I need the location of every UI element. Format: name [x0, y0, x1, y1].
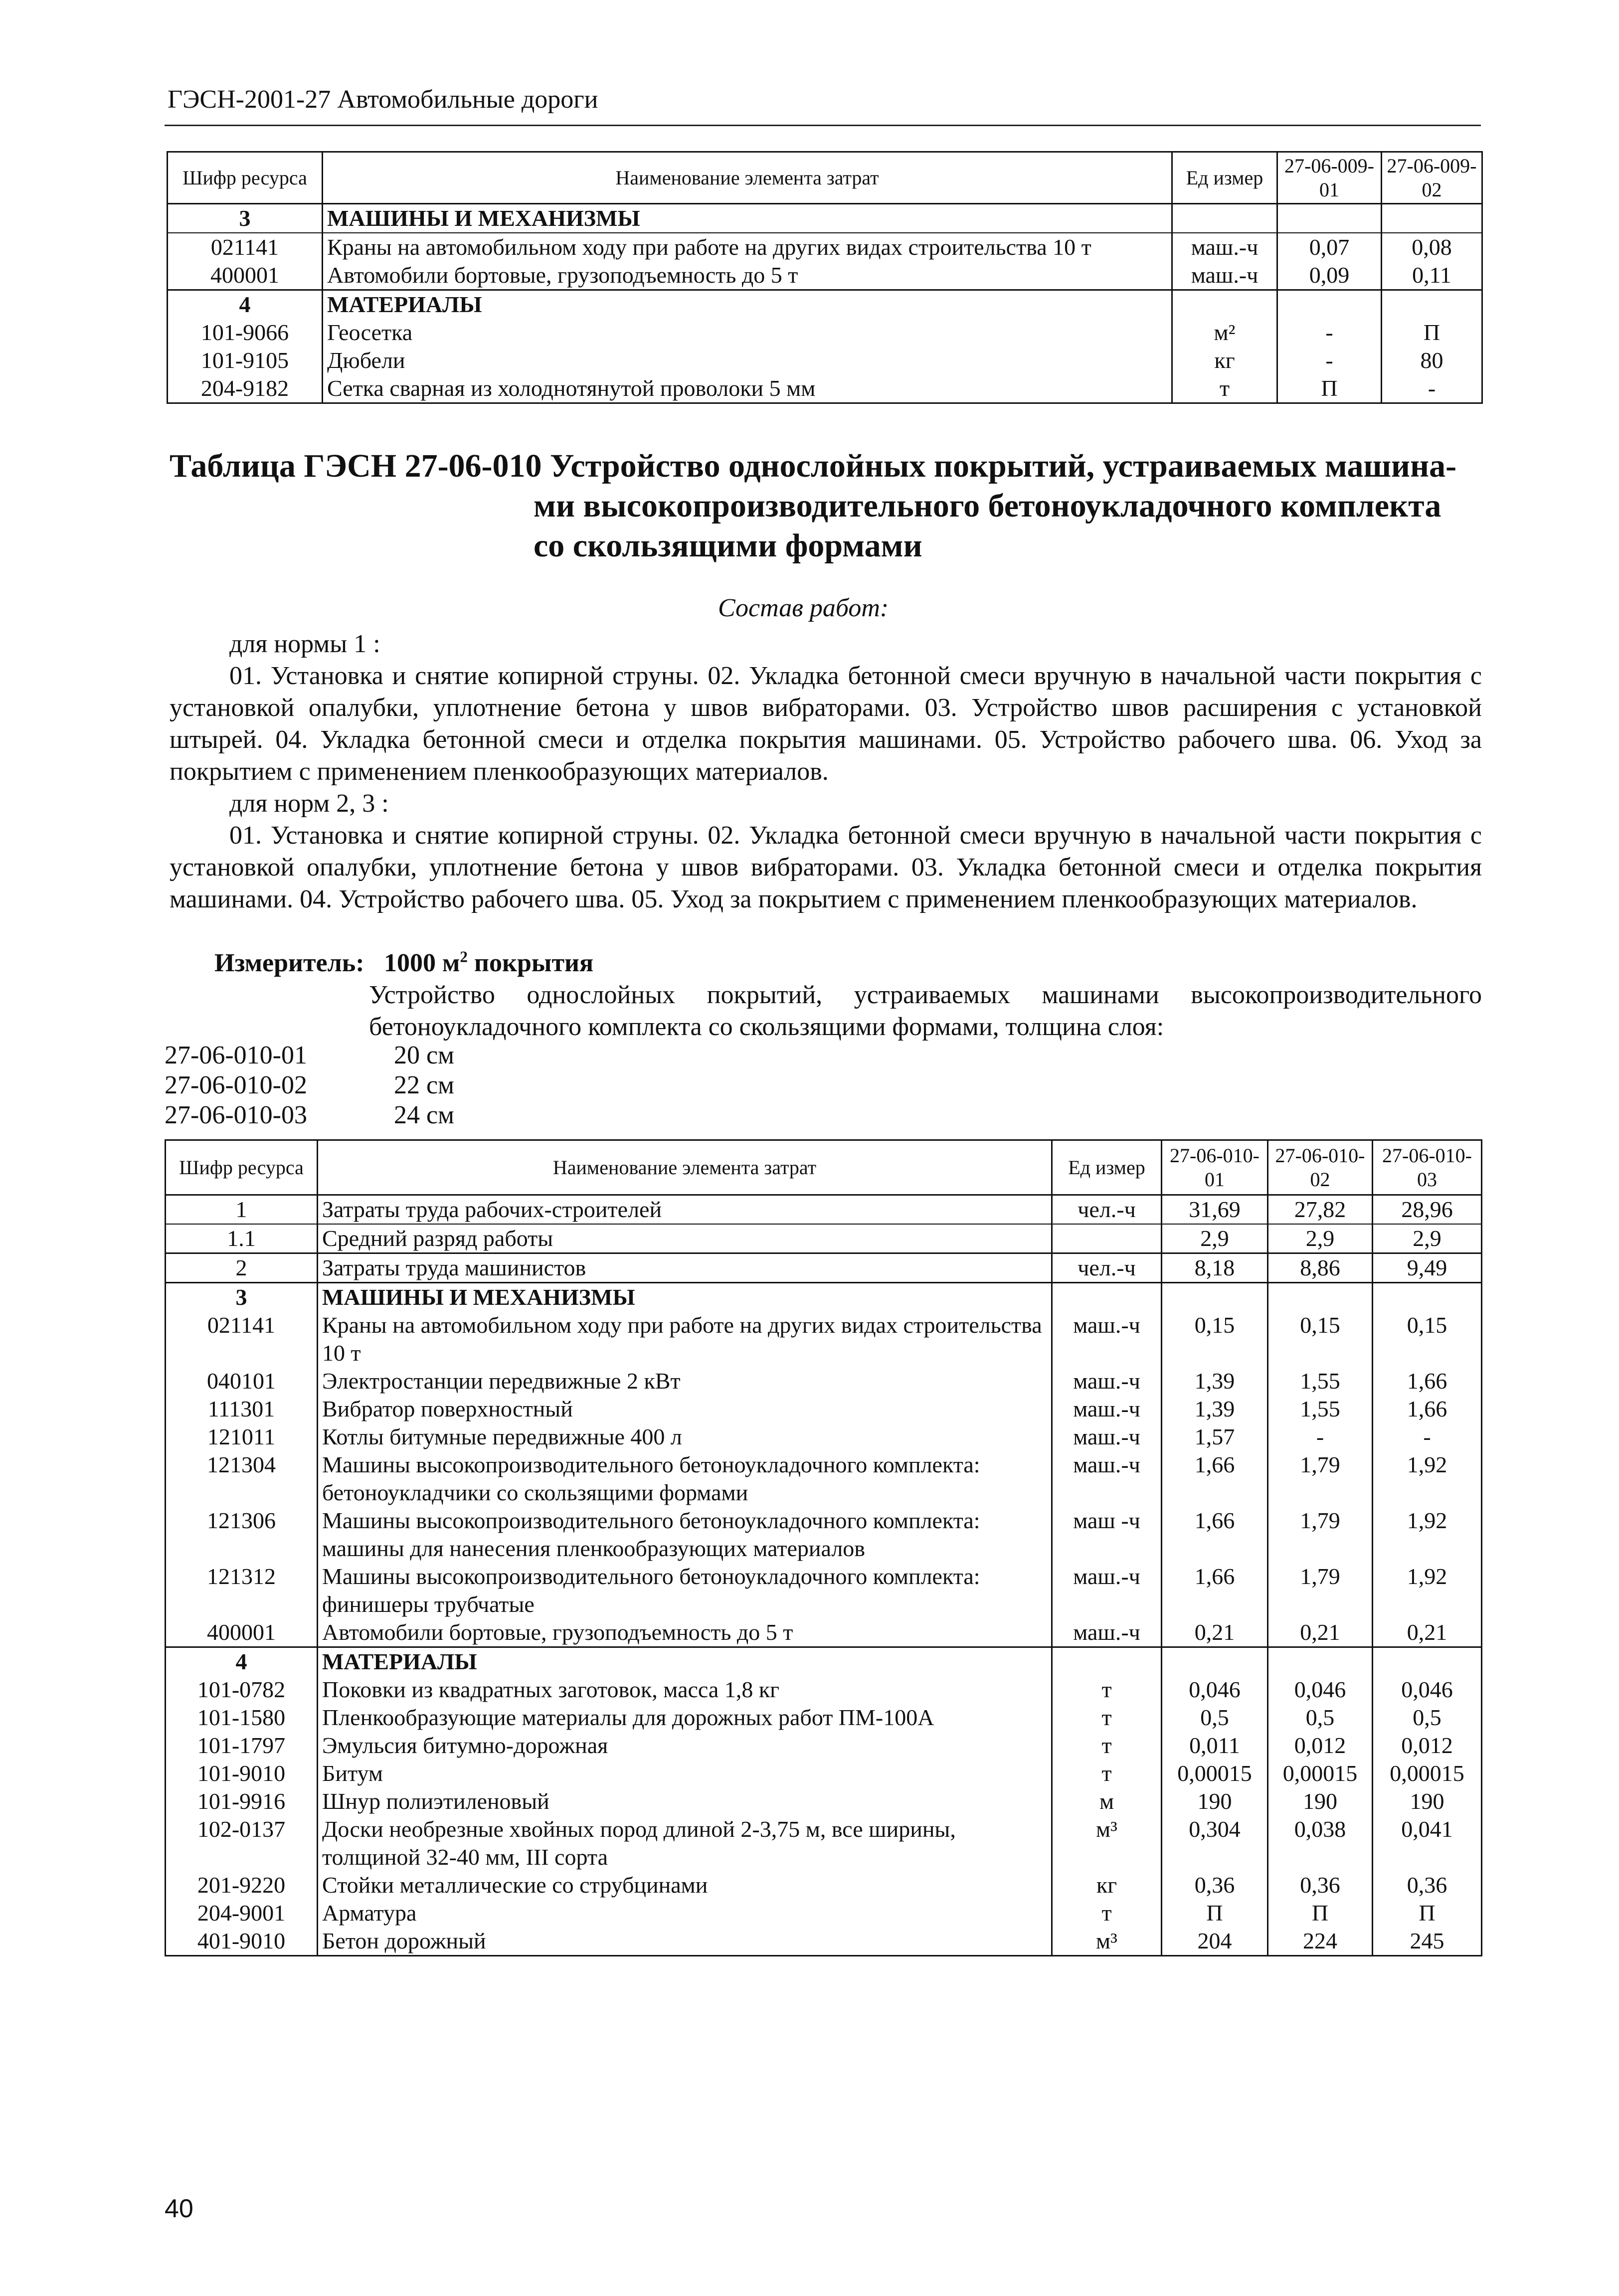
resource-code: 101-9916: [166, 1787, 318, 1815]
norm-value-2: -: [1428, 375, 1436, 401]
norm-value-1: 1,57: [1162, 1423, 1268, 1451]
norm-value-3: 0,00015: [1390, 1761, 1464, 1786]
unit: м²: [1172, 319, 1277, 347]
norm-value-2: [1382, 204, 1482, 233]
resource-name: Вибратор поверхностный: [318, 1395, 1052, 1423]
norm-value-1: [1277, 204, 1382, 233]
unit: маш.-ч: [1052, 1367, 1162, 1395]
variant-value-1: 20 см: [394, 1041, 454, 1069]
norm-value-1: 1,39: [1162, 1395, 1268, 1423]
table-row: [166, 1224, 1482, 1253]
resource-code: 204-9182: [168, 374, 323, 403]
norm-value-2: 0,038: [1268, 1815, 1373, 1871]
resource-name: Электростанции передвижные 2 кВт: [318, 1367, 1052, 1395]
table-title-line1: Таблица ГЭСН 27-06-010 Устройство однослойных покрытий, устраиваемых машина-: [170, 448, 1457, 484]
norm-value-2: 224: [1268, 1927, 1373, 1956]
norm-value-1: 0,36: [1162, 1871, 1268, 1899]
norm-value-2: 1,55: [1268, 1367, 1373, 1395]
resource-code: 102-0137: [166, 1815, 318, 1871]
table-row: [166, 1760, 1482, 1787]
norm-value-2: 190: [1268, 1787, 1373, 1815]
table-row: [168, 204, 1482, 233]
norm-value-3: 1,66: [1407, 1396, 1447, 1421]
table-row: [166, 1815, 1482, 1871]
norm-value-1: 1,66: [1162, 1507, 1268, 1563]
table1-header-unit: Ед измер: [1172, 152, 1277, 204]
resource-name: Геосетка: [323, 319, 1172, 347]
table-row: [166, 1451, 1482, 1507]
resource-name: МАТЕРИАЛЫ: [323, 290, 1172, 319]
unit: маш.-ч: [1052, 1563, 1162, 1618]
header-rule: [165, 125, 1481, 126]
unit: т: [1052, 1760, 1162, 1787]
resource-code: 040101: [166, 1367, 318, 1395]
variant-code-1: 27-06-010-01: [165, 1041, 307, 1069]
norm-value-1: 0,21: [1162, 1618, 1268, 1647]
resource-table-009: [167, 151, 1483, 404]
resource-code: 400001: [168, 261, 323, 290]
resource-code: 101-0782: [166, 1676, 318, 1704]
work-composition-heading: Состав работ:: [718, 594, 889, 622]
table-row: [166, 1311, 1482, 1367]
table-title-line2: ми высокопроизводительного бетоноукладочного комплекта: [534, 488, 1441, 524]
norm-value-3: 0,012: [1401, 1733, 1453, 1758]
table-title: [170, 446, 1466, 566]
norm-value-2: 80: [1420, 348, 1443, 373]
norm-value-2: [1268, 1283, 1373, 1312]
unit: маш.-ч: [1172, 233, 1277, 261]
norm-value-2: 27,82: [1268, 1195, 1373, 1225]
unit: маш.-ч: [1172, 261, 1277, 290]
norm-value-1: 190: [1162, 1787, 1268, 1815]
unit: м³: [1052, 1815, 1162, 1871]
resource-name: Бетон дорожный: [318, 1927, 1052, 1956]
resource-name: Битум: [318, 1760, 1052, 1787]
table-row: [168, 374, 1482, 403]
norm-value-2: 0,11: [1412, 262, 1451, 288]
norm-value-2: 1,55: [1268, 1395, 1373, 1423]
table-row: [166, 1871, 1482, 1899]
resource-code: 101-9010: [166, 1760, 318, 1787]
resource-code: 1: [166, 1195, 318, 1225]
norm-value-1: П: [1162, 1899, 1268, 1927]
resource-code: 3: [168, 204, 323, 233]
resource-code: 101-9105: [168, 347, 323, 374]
table-row: [166, 1676, 1482, 1704]
table2-header-norm1: 27-06-010-01: [1162, 1140, 1268, 1195]
resource-name: Машины высокопроизводительного бетоноукладочного комплекта: финишеры трубчатые: [318, 1563, 1052, 1618]
norm-value-1: 0,09: [1277, 261, 1382, 290]
table-row: [166, 1563, 1482, 1618]
norm-value-1: 0,304: [1162, 1815, 1268, 1871]
unit: маш.-ч: [1052, 1451, 1162, 1507]
table-row: [166, 1395, 1482, 1423]
table-row: [166, 1195, 1482, 1225]
norm-value-3: 0,21: [1373, 1618, 1482, 1647]
resource-code: 400001: [166, 1618, 318, 1647]
unit: т: [1052, 1676, 1162, 1704]
table-row: [166, 1423, 1482, 1451]
table2-header-norm3: 27-06-010-03: [1373, 1140, 1482, 1195]
resource-name: Затраты труда рабочих-строителей: [318, 1195, 1052, 1225]
norm-value-2: -: [1268, 1423, 1373, 1451]
norm-value-3: 1,92: [1407, 1508, 1447, 1533]
norm-value-3: 0,041: [1401, 1816, 1453, 1842]
norm-value-3: 245: [1410, 1928, 1444, 1953]
norm-value-1: [1162, 1283, 1268, 1312]
norm-value-3: 0,15: [1407, 1312, 1447, 1338]
variant-code-3: 27-06-010-03: [165, 1101, 307, 1129]
norm1-text: 01. Установка и снятие копирной струны. 02. Укладка бетонной смеси вручную в начальной части покрытия с установкой опалубки, уплотнение бетона у швов вибраторами. 03. Устройство швов расширения с установкой штырей. 04. Укладка бетонной смеси и отделка покрытия машинами. 05. Устройство рабочего шва. 06. Уход за покрытием с применением пленкообразующих материалов.: [170, 662, 1482, 786]
unit: кг: [1172, 347, 1277, 374]
unit: маш.-ч: [1052, 1395, 1162, 1423]
norm-value-1: [1162, 1647, 1268, 1676]
norm-value-1: 204: [1162, 1927, 1268, 1956]
norm-value-3: 0,046: [1401, 1677, 1453, 1702]
norm-value-3: 0,36: [1407, 1872, 1447, 1898]
resource-code: 201-9220: [166, 1871, 318, 1899]
norm-value-2: 1,79: [1268, 1563, 1373, 1618]
norm-value-2: 0,00015: [1268, 1760, 1373, 1787]
resource-code: 4: [166, 1647, 318, 1676]
resource-name: Стойки металлические со струбцинами: [318, 1871, 1052, 1899]
table2-header-code: Шифр ресурса: [166, 1140, 318, 1195]
table2-header-norm2: 27-06-010-02: [1268, 1140, 1373, 1195]
resource-name: МАТЕРИАЛЫ: [318, 1647, 1052, 1676]
resource-name: Машины высокопроизводительного бетоноукладочного комплекта: бетоноукладчики со скользящими формами: [318, 1451, 1052, 1507]
table1-header-norm2: 27-06-009-02: [1382, 152, 1482, 204]
unit: кг: [1052, 1871, 1162, 1899]
norm-value-2: 0,08: [1412, 234, 1452, 260]
table-row: [168, 319, 1482, 347]
resource-code: 021141: [166, 1311, 318, 1367]
table-row: [166, 1732, 1482, 1760]
unit: м³: [1052, 1927, 1162, 1956]
table-row: [166, 1618, 1482, 1647]
table-row: [166, 1704, 1482, 1732]
table1-header-norm1: 27-06-009-01: [1277, 152, 1382, 204]
table-row: [166, 1367, 1482, 1395]
norm1-label: для нормы 1 :: [229, 630, 380, 658]
norm-value-2: 0,012: [1268, 1732, 1373, 1760]
unit: маш.-ч: [1052, 1618, 1162, 1647]
unit: [1052, 1283, 1162, 1312]
resource-code: 3: [166, 1283, 318, 1312]
norm-value-1: 0,5: [1162, 1704, 1268, 1732]
table-row: [166, 1787, 1482, 1815]
page-number: 40: [165, 2194, 193, 2223]
norm-value-1: 2,9: [1162, 1224, 1268, 1253]
unit: маш.-ч: [1052, 1311, 1162, 1367]
resource-name: МАШИНЫ И МЕХАНИЗМЫ: [323, 204, 1172, 233]
unit: [1172, 290, 1277, 319]
resource-code: 204-9001: [166, 1899, 318, 1927]
table2-header-unit: Ед измер: [1052, 1140, 1162, 1195]
norm-value-1: 1,39: [1162, 1367, 1268, 1395]
resource-code: 2: [166, 1253, 318, 1283]
table-row: [166, 1647, 1482, 1676]
unit: маш.-ч: [1052, 1423, 1162, 1451]
norm-value-2: 0,046: [1268, 1676, 1373, 1704]
norm-value-1: 0,046: [1162, 1676, 1268, 1704]
norm-value-2: 0,21: [1268, 1618, 1373, 1647]
table2-header-name: Наименование элемента затрат: [318, 1140, 1052, 1195]
norm-value-2: П: [1423, 320, 1440, 345]
norm-value-3: 1,92: [1407, 1452, 1447, 1477]
resource-code: 121312: [166, 1563, 318, 1618]
resource-name: Затраты труда машинистов: [318, 1253, 1052, 1283]
table-row: [166, 1253, 1482, 1283]
table-row: [166, 1899, 1482, 1927]
table1-header-name: Наименование элемента затрат: [323, 152, 1172, 204]
norm-value-1: 1,66: [1162, 1451, 1268, 1507]
norm23-label: для норм 2, 3 :: [229, 789, 389, 818]
table-row: [166, 1507, 1482, 1563]
resource-name: Эмульсия битумно-дорожная: [318, 1732, 1052, 1760]
variant-value-3: 24 см: [394, 1101, 454, 1129]
resource-code: 101-1797: [166, 1732, 318, 1760]
resource-name: Краны на автомобильном ходу при работе на других видах строительства 10 т: [318, 1311, 1052, 1367]
measure-value: 1000 $м^2$ покрытия: [384, 948, 594, 977]
resource-name: Котлы битумные передвижные 400 л: [318, 1423, 1052, 1451]
norm-value-3: [1373, 1283, 1482, 1312]
resource-code: 101-9066: [168, 319, 323, 347]
resource-code: 1.1: [166, 1224, 318, 1253]
resource-name: Дюбели: [323, 347, 1172, 374]
resource-name: Краны на автомобильном ходу при работе на других видах строительства 10 т: [323, 233, 1172, 261]
table-row: [168, 261, 1482, 290]
norm-value-1: 0,011: [1162, 1732, 1268, 1760]
table-title-line3: со скользящими формами: [534, 528, 922, 564]
description-text: Устройство однослойных покрытий, устраиваемых машинами высокопроизводительного бетоноукладочного комплекта со скользящими формами, толщина слоя:: [369, 981, 1482, 1041]
norm-value-1: [1277, 290, 1382, 319]
unit: маш -ч: [1052, 1507, 1162, 1563]
resource-name: Доски необрезные хвойных пород длиной 2-3,75 м, все ширины, толщиной 32-40 мм, III сорта: [318, 1815, 1052, 1871]
norm-value-1: 0,07: [1277, 233, 1382, 261]
table-row: [166, 1283, 1482, 1312]
norm-value-2: 8,86: [1268, 1253, 1373, 1283]
norm-value-1: П: [1277, 374, 1382, 403]
norm-value-1: 8,18: [1162, 1253, 1268, 1283]
norm-value-3: 28,96: [1373, 1195, 1482, 1225]
measure-label: Измеритель:: [214, 949, 364, 977]
norm-value-2: 0,15: [1268, 1311, 1373, 1367]
norm-value-2: 2,9: [1268, 1224, 1373, 1253]
resource-name: Средний разряд работы: [318, 1224, 1052, 1253]
norm-value-3: 0,5: [1413, 1705, 1441, 1730]
resource-name: Автомобили бортовые, грузоподъемность до 5 т: [318, 1618, 1052, 1647]
resource-name: Арматура: [318, 1899, 1052, 1927]
unit: чел.-ч: [1052, 1195, 1162, 1225]
norm-value-1: 31,69: [1162, 1195, 1268, 1225]
unit: т: [1052, 1704, 1162, 1732]
resource-code: 401-9010: [166, 1927, 318, 1956]
resource-code: 101-1580: [166, 1704, 318, 1732]
resource-code: 121304: [166, 1451, 318, 1507]
resource-code: 121306: [166, 1507, 318, 1563]
norm-value-1: -: [1277, 347, 1382, 374]
norm-value-1: -: [1277, 319, 1382, 347]
resource-name: Сетка сварная из холоднотянутой проволоки 5 мм: [323, 374, 1172, 403]
norm-value-2: [1268, 1647, 1373, 1676]
variant-value-2: 22 см: [394, 1071, 454, 1099]
norm-value-1: 1,66: [1162, 1563, 1268, 1618]
table-row: [168, 233, 1482, 261]
table-row: [168, 290, 1482, 319]
resource-name: МАШИНЫ И МЕХАНИЗМЫ: [318, 1283, 1052, 1312]
unit: т: [1052, 1899, 1162, 1927]
resource-code: 021141: [168, 233, 323, 261]
resource-table-010: [165, 1139, 1482, 1956]
norm-value-3: [1373, 1647, 1482, 1676]
resource-name: Машины высокопроизводительного бетоноукладочного комплекта: машины для нанесения пленкообразующих материалов: [318, 1507, 1052, 1563]
norm-value-3: 1,66: [1407, 1368, 1447, 1394]
resource-name: Шнур полиэтиленовый: [318, 1787, 1052, 1815]
resource-name: Пленкообразующие материалы для дорожных работ ПМ-100А: [318, 1704, 1052, 1732]
unit: т: [1172, 374, 1277, 403]
norm-value-2: [1382, 290, 1482, 319]
norm-value-2: 0,5: [1268, 1704, 1373, 1732]
unit: [1172, 204, 1277, 233]
unit: чел.-ч: [1052, 1253, 1162, 1283]
norm-value-3: П: [1419, 1900, 1436, 1926]
table1-header-code: Шифр ресурса: [168, 152, 323, 204]
resource-code: 111301: [166, 1395, 318, 1423]
norm-value-3: 190: [1410, 1788, 1444, 1814]
table-row: [166, 1927, 1482, 1956]
variant-code-2: 27-06-010-02: [165, 1071, 307, 1099]
unit: м: [1052, 1787, 1162, 1815]
norm-value-1: 0,15: [1162, 1311, 1268, 1367]
norm-value-3: -: [1423, 1424, 1431, 1449]
norm23-text: 01. Установка и снятие копирной струны. 02. Укладка бетонной смеси вручную в начальной части покрытия с установкой опалубки, уплотнение бетона у швов вибраторами. 03. Укладка бетонной смеси и отделка покрытия машинами. 04. Устройство рабочего шва. 05. Уход за покрытием с применением пленкообразующих материалов.: [170, 821, 1482, 913]
norm-value-1: 0,00015: [1162, 1760, 1268, 1787]
resource-name: Автомобили бортовые, грузоподъемность до 5 т: [323, 261, 1172, 290]
table-row: [168, 347, 1482, 374]
resource-name: Поковки из квадратных заготовок, масса 1,8 кг: [318, 1676, 1052, 1704]
norm-value-3: 2,9: [1373, 1224, 1482, 1253]
unit: [1052, 1647, 1162, 1676]
norm-value-2: 1,79: [1268, 1451, 1373, 1507]
norm-value-2: 1,79: [1268, 1507, 1373, 1563]
norm-value-3: 1,92: [1407, 1564, 1447, 1589]
norm-value-2: 0,36: [1268, 1871, 1373, 1899]
resource-code: 4: [168, 290, 323, 319]
resource-code: 121011: [166, 1423, 318, 1451]
running-header: ГЭСН-2001-27 Автомобильные дороги: [168, 85, 598, 114]
norm-value-2: П: [1268, 1899, 1373, 1927]
unit: [1052, 1224, 1162, 1253]
unit: т: [1052, 1732, 1162, 1760]
norm-value-3: 9,49: [1373, 1253, 1482, 1283]
